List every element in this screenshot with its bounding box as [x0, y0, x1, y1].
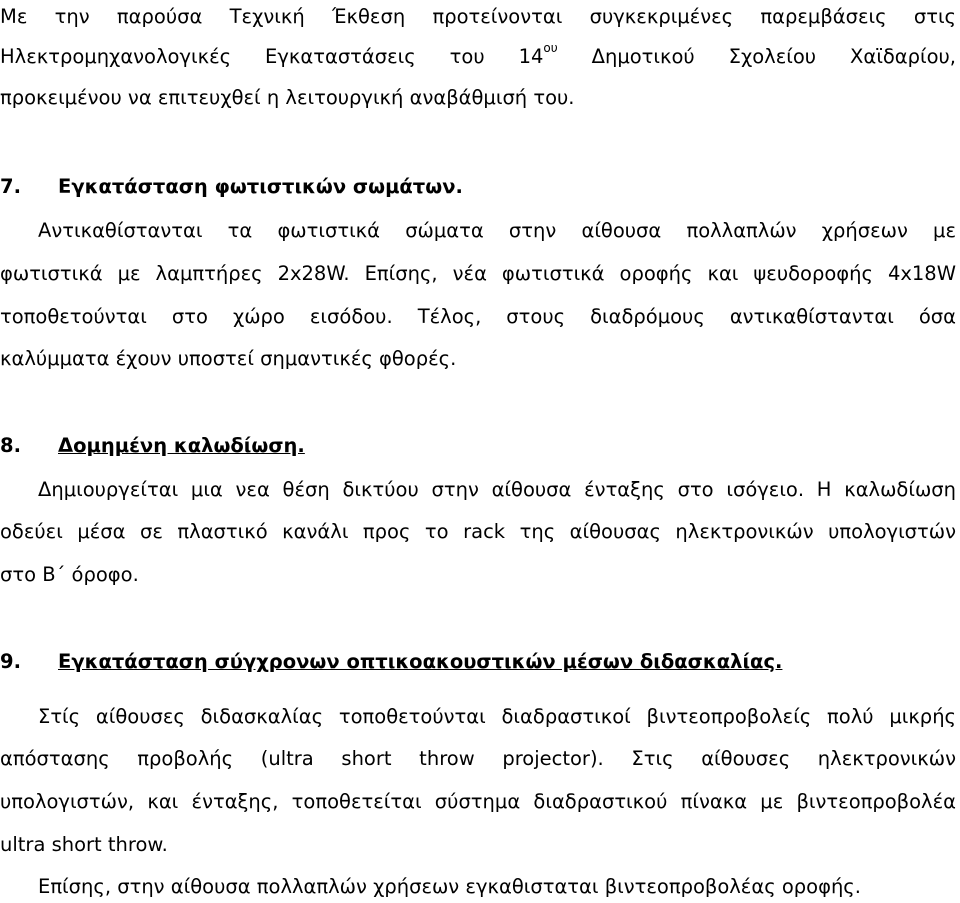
section-9-line-5: Επίσης, στην αίθουσα πολλαπλών χρήσεων εγκαθισταται βιντεοπροβολέας οροφής.	[38, 875, 861, 898]
section-8-line-1: Δημιουργείται μια νεα θέση δικτύου στην αίθουσα ένταξης στο ισόγειο. Η καλωδίωση	[38, 478, 956, 501]
ordinal-superscript: ου	[543, 40, 558, 55]
section-7-title: Εγκατάσταση φωτιστικών σωμάτων.	[58, 175, 463, 198]
section-8-line-2: οδεύει μέσα σε πλαστικό κανάλι προς το rack της αίθουσας ηλεκτρονικών υπολογιστών	[0, 520, 956, 543]
section-8-heading	[0, 433, 956, 459]
section-9-heading	[0, 649, 956, 675]
intro-line-3: προκειμένου να επιτευχθεί η λειτουργική αναβάθμισή του.	[0, 86, 575, 109]
section-9-line-2: απόστασης προβολής (ultra short throw projector). Στις αίθουσες ηλεκτρονικών	[0, 747, 956, 770]
section-7-heading	[0, 174, 956, 200]
section-8-line-3: στο Β΄ όροφο.	[0, 563, 139, 586]
section-7-line-4: καλύμματα έχουν υποστεί σημαντικές φθορές.	[0, 347, 457, 370]
intro-line-2-end: Δημοτικού Σχολείου Χαϊδαρίου,	[557, 45, 956, 68]
intro-line-1: Με την παρούσα Τεχνική Έκθεση προτείνονται συγκεκριμένες παρεμβάσεις στις	[0, 5, 956, 28]
intro-line-2-start: Ηλεκτρομηχανολογικές Εγκαταστάσεις του 14	[0, 45, 544, 68]
section-9-title: Εγκατάσταση σύγχρονων οπτικοακουστικών μέσων διδασκαλίας.	[58, 650, 783, 673]
section-7-number: 7.	[0, 175, 21, 198]
section-9-number: 9.	[0, 650, 21, 673]
section-9-line-1: Στίς αίθουσες διδασκαλίας τοποθετούνται διαδραστικοί βιντεοπροβολείς πολύ μικρής	[38, 705, 956, 728]
section-9-line-3: υπολογιστών, και ένταξης, τοποθετείται σύστημα διαδραστικού πίνακα με βιντεοπροβολέα	[0, 790, 956, 813]
section-7-line-2: φωτιστικά με λαμπτήρες 2x28W. Επίσης, νέα φωτιστικά οροφής και ψευδοροφής 4x18W	[0, 262, 956, 285]
intro-line-2	[0, 40, 956, 70]
section-7-line-1: Αντικαθίστανται τα φωτιστικά σώματα στην αίθουσα πολλαπλών χρήσεων με	[38, 219, 956, 242]
section-8-title: Δομημένη καλωδίωση.	[58, 434, 305, 457]
section-7-line-3: τοποθετούνται στο χώρο εισόδου. Τέλος, στους διαδρόμους αντικαθίστανται όσα	[0, 305, 956, 328]
section-9-line-4: ultra short throw.	[0, 833, 168, 856]
section-8-number: 8.	[0, 434, 21, 457]
